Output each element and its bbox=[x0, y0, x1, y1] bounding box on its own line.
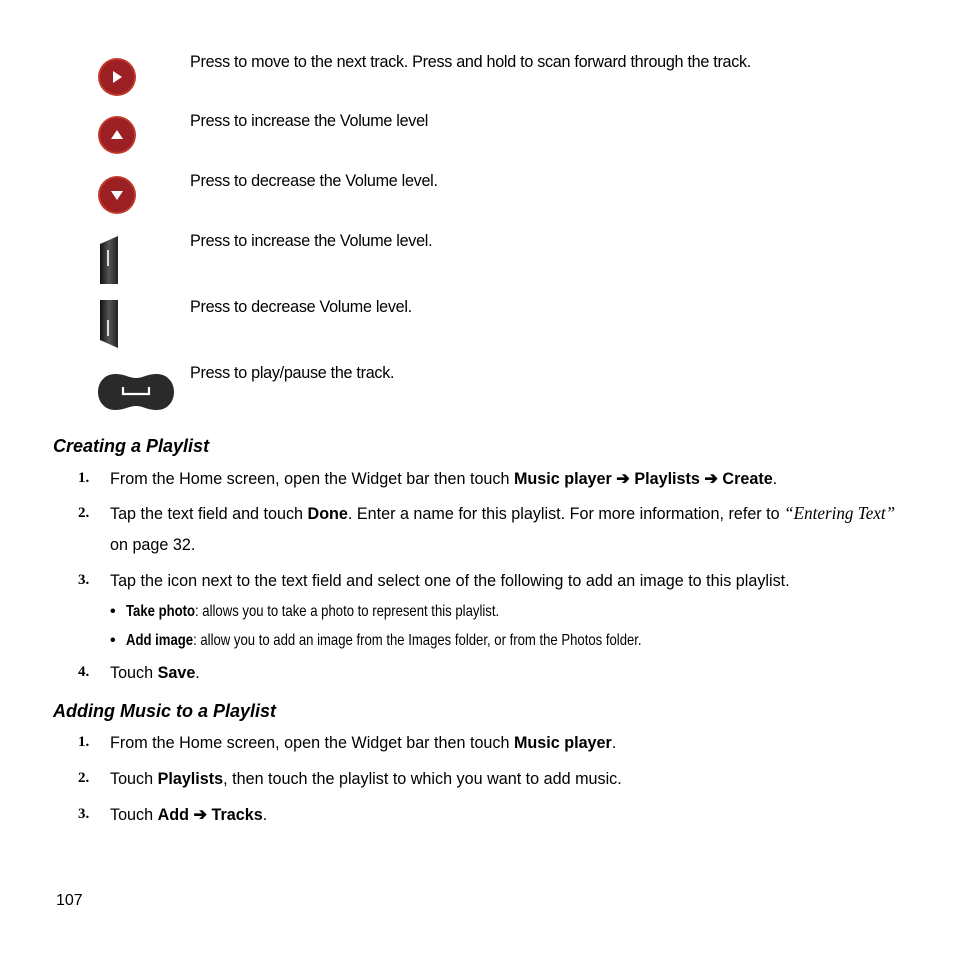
add-image-label: Add image bbox=[126, 632, 194, 649]
step-text: From the Home screen, open the Widget bar then touch Music player ➔ Playlists ➔ Create. bbox=[110, 469, 778, 488]
step-number: 4. bbox=[78, 664, 90, 680]
step-text: Tap the text field and touch Done. Enter a name for this playlist. For more information, refer to “Entering Text” on page 32. bbox=[110, 503, 896, 554]
entering-text-reference: “Entering Text” bbox=[784, 503, 896, 523]
step-text: Tap the icon next to the text field and select one of the following to add an image to this playlist. bbox=[110, 571, 790, 590]
music-player-label: Music player bbox=[513, 469, 612, 488]
step-number: 2. bbox=[78, 770, 90, 786]
bullet-text: Add image: allow you to add an image from the Images folder, or from the Photos folder. bbox=[126, 632, 642, 649]
play-pause-description: Press to play/pause the track. bbox=[190, 363, 395, 382]
side-volume-up-description: Press to increase the Volume level. bbox=[190, 231, 433, 250]
page-number: 107 bbox=[56, 892, 83, 909]
step-number: 2. bbox=[78, 505, 90, 521]
step-text: Touch Playlists, then touch the playlist to which you want to add music. bbox=[110, 769, 622, 788]
creating-playlist-heading: Creating a Playlist bbox=[53, 436, 210, 456]
bullet-dot: • bbox=[110, 632, 116, 649]
next-track-button-icon bbox=[97, 57, 137, 102]
take-photo-label: Take photo bbox=[126, 603, 196, 620]
volume-up-button-icon bbox=[97, 115, 137, 160]
next-track-description: Press to move to the next track. Press and hold to scan forward through the track. bbox=[190, 52, 752, 71]
space-key-icon bbox=[97, 373, 175, 416]
step-text: Touch Add ➔ Tracks. bbox=[110, 805, 268, 824]
step-number: 1. bbox=[78, 470, 90, 486]
step-text: From the Home screen, open the Widget bar then touch Music player. bbox=[110, 733, 617, 752]
bullet-text: Take photo: allows you to take a photo to represent this playlist. bbox=[126, 603, 500, 620]
volume-up-description: Press to increase the Volume level bbox=[190, 111, 429, 130]
music-player-label: Music player bbox=[513, 733, 612, 752]
bullet-dot: • bbox=[110, 603, 116, 620]
done-label: Done bbox=[307, 504, 348, 523]
step-number: 1. bbox=[78, 734, 90, 750]
step-number: 3. bbox=[78, 572, 90, 588]
volume-down-button-icon bbox=[97, 175, 137, 220]
step-number: 3. bbox=[78, 806, 90, 822]
playlists-label: Playlists bbox=[634, 469, 700, 488]
side-volume-up-key-icon bbox=[98, 236, 120, 289]
tracks-label: Tracks bbox=[211, 805, 263, 824]
create-label: Create bbox=[722, 469, 773, 488]
volume-down-description: Press to decrease the Volume level. bbox=[190, 171, 438, 190]
add-label: Add bbox=[157, 805, 189, 824]
save-label: Save bbox=[157, 663, 196, 682]
adding-music-heading: Adding Music to a Playlist bbox=[53, 701, 277, 721]
step-text: Touch Save. bbox=[110, 663, 200, 682]
side-volume-down-description: Press to decrease Volume level. bbox=[190, 297, 412, 316]
side-volume-down-key-icon bbox=[98, 300, 120, 353]
playlists-label: Playlists bbox=[157, 769, 224, 788]
